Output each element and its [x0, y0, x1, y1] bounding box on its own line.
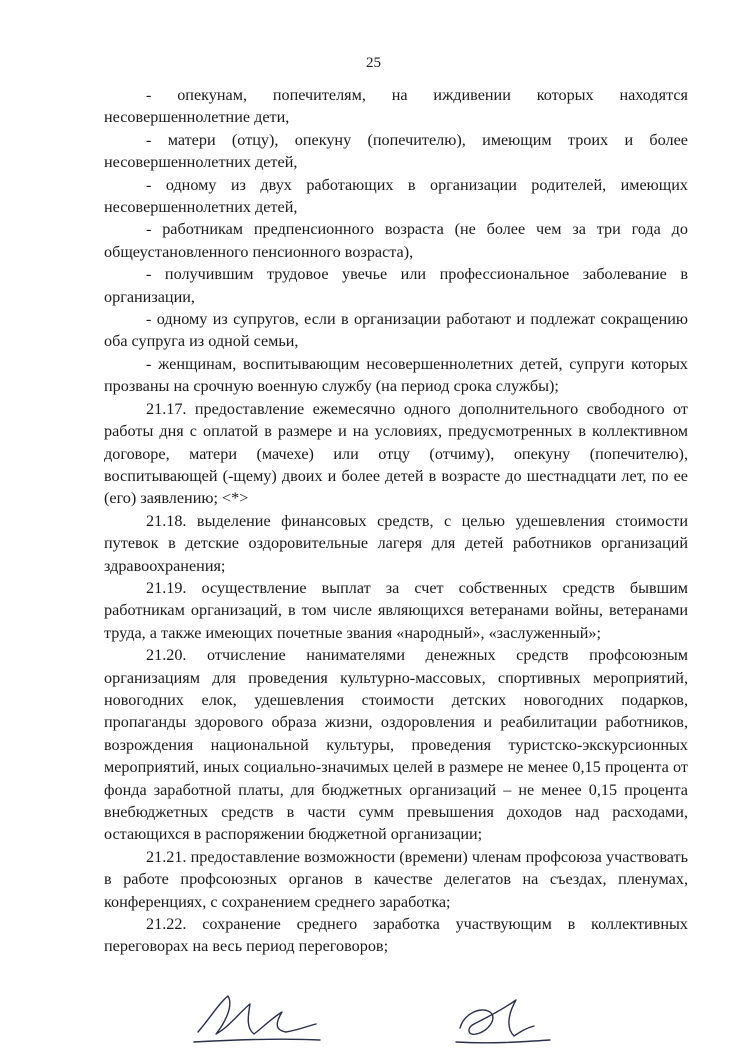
signature-right-underline: [456, 1040, 550, 1043]
page-number: 25: [366, 55, 381, 71]
paragraph: - женщинам, воспитывающим несовершеннолетних детей, супруги которых прозваны на срочную военную службу (на период срока службы);: [104, 354, 688, 396]
paragraph: 21.21. предоставление возможности (времени) членам профсоюза участвовать в работе профсоюзных органов в качестве делегатов на съездах, пленумах, конференциях, с сохранением среднего заработка;: [104, 847, 688, 911]
signature-left-underline: [194, 1039, 320, 1042]
signature-right: [460, 1000, 534, 1036]
paragraph: - работникам предпенсионного возраста (не более чем за три года до общеустановленного пенсионного возраста),: [104, 220, 688, 261]
signatures: [190, 988, 590, 1054]
paragraph: - получившим трудовое увечье или профессиональное заболевание в организации,: [104, 265, 688, 306]
document-body: [104, 84, 688, 958]
paragraph: 21.20. отчисление нанимателями денежных средств профсоюзным организациям для проведения культурно-массовых, спортивных мероприятий, новогодних елок, удешевления стоимости детских новогодних подарков, пропаганды здорового образа жизни, оздоровления и реабилитации работников, возрождения национальной культуры, проведения туристско-экскурсионных мероприятий, иных социально-значимых целей в размере не менее 0,15 процента от фонда заработной платы, для бюджетных организаций – не менее 0,15 процента внебюджетных средств в части сумм превышения доходов над расходами, остающихся в распоряжении бюджетной организации;: [104, 646, 688, 844]
paragraph: - одному из супругов, если в организации работают и подлежат сокращению оба супруга из одной семьи,: [104, 310, 688, 351]
paragraph: 21.17. предоставление ежемесячно одного дополнительного свободного от работы дня с оплатой в размере и на условиях, предусмотренных в коллективном договоре, матери (мачехе) или отцу (отчиму), опекуну (попечителю), воспитывающей (-щему) двоих и более детей в возрасте до шестнадцати лет, по ее (его) заявлению; <*>: [104, 399, 688, 508]
paragraph: 21.22. сохранение среднего заработка участвующим в коллективных переговорах на весь период переговоров;: [104, 915, 688, 956]
paragraph: 21.18. выделение финансовых средств, с целью удешевления стоимости путевок в детские оздоровительные лагеря для детей работников организаций здравоохранения;: [104, 511, 688, 575]
signature-left: [198, 996, 316, 1034]
paragraph: 21.19. осуществление выплат за счет собственных средств бывшим работникам организаций, в том числе являющихся ветеранами войны, ветеранами труда, а также имеющих почетные звания «народный», «заслуженный»;: [104, 578, 688, 642]
paragraph: - одному из двух работающих в организации родителей, имеющих несовершеннолетних детей,: [104, 175, 688, 217]
signatures-graphic: [190, 988, 590, 1054]
paragraph: - опекунам, попечителям, на иждивении которых находятся несовершеннолетние дети,: [104, 86, 688, 127]
paragraph: - матери (отцу), опекуну (попечителю), имеющим троих и более несовершеннолетних детей,: [104, 130, 688, 172]
